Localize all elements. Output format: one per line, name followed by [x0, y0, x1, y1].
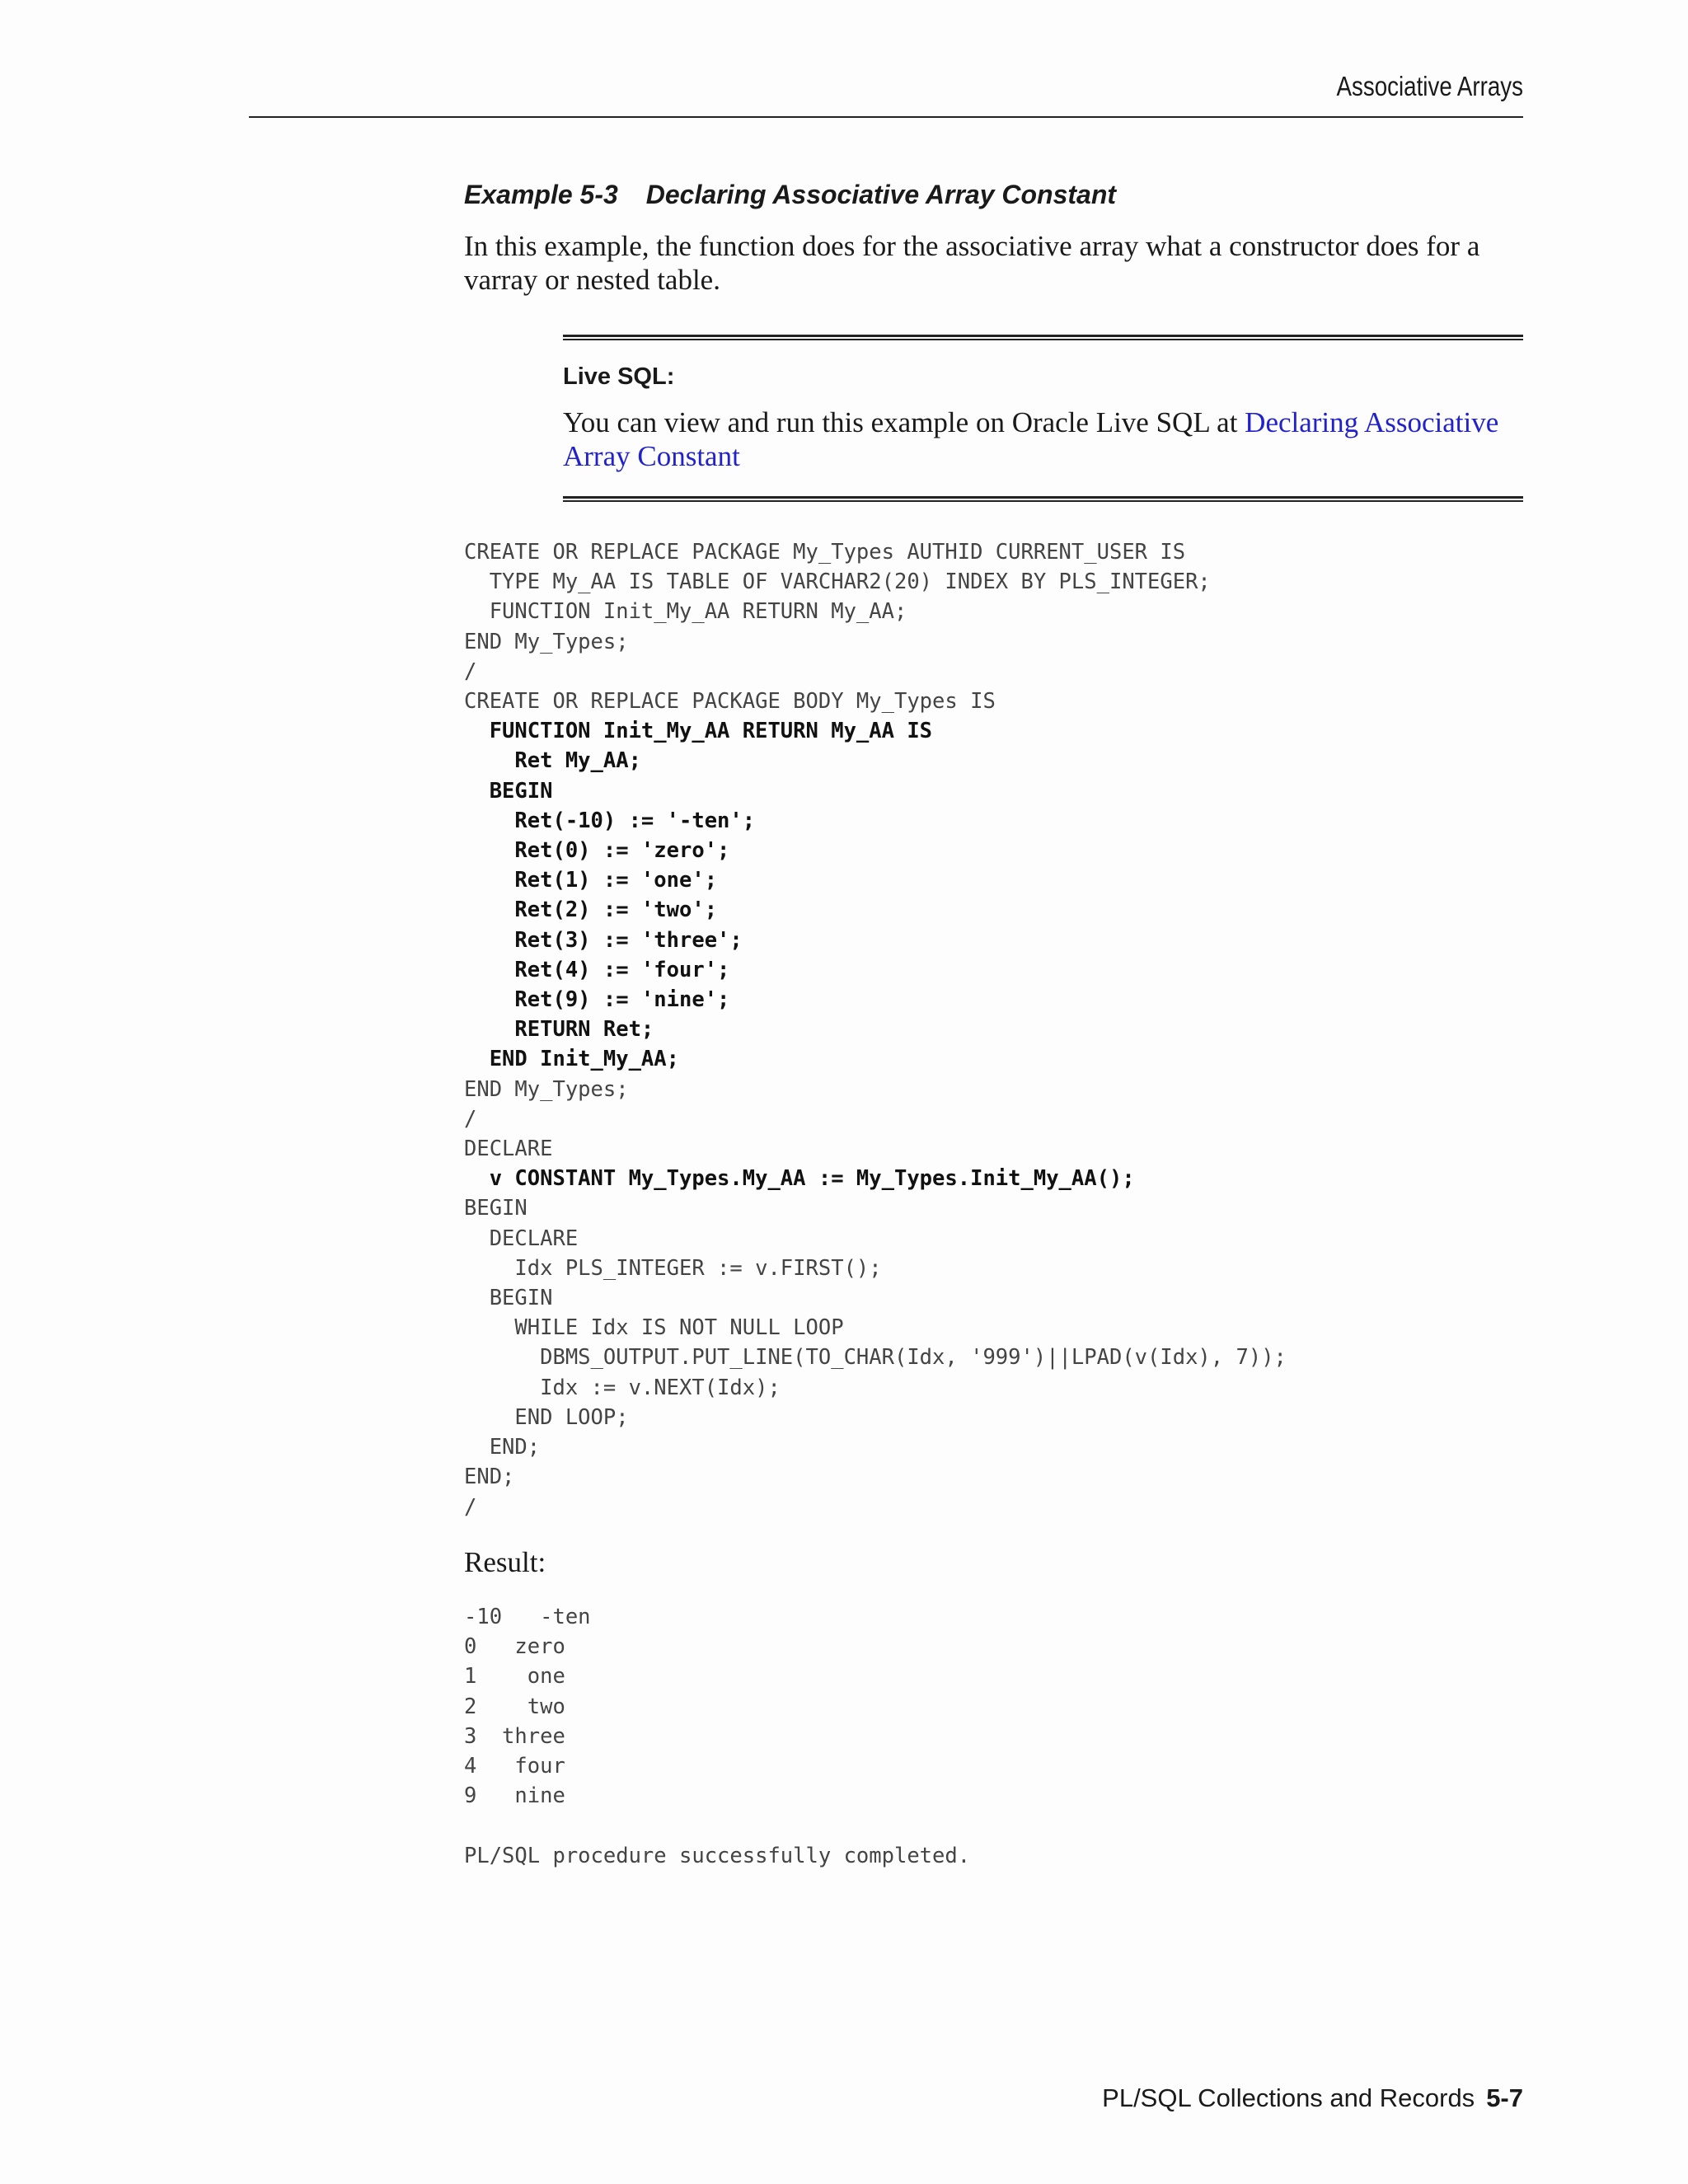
note-text	[563, 405, 1523, 473]
result-line: -10 -ten	[464, 1605, 591, 1629]
code-line: Ret(1) := 'one';	[464, 868, 718, 893]
code-line: CREATE OR REPLACE PACKAGE My_Types AUTHID CURRENT_USER IS	[464, 540, 1186, 565]
code-line: WHILE Idx IS NOT NULL LOOP	[464, 1315, 844, 1341]
code-line: FUNCTION Init_My_AA RETURN My_AA;	[464, 599, 907, 625]
code-line: DECLARE	[464, 1137, 553, 1162]
footer-chapter: PL/SQL Collections and Records	[1102, 2083, 1475, 2112]
result-line: 0 zero	[464, 1634, 565, 1660]
live-sql-note	[563, 335, 1523, 502]
code-line: Ret(-10) := '-ten';	[464, 808, 756, 833]
result-line: 9 nine	[464, 1783, 565, 1809]
code-line: END Init_My_AA;	[464, 1047, 679, 1072]
result-output	[464, 1602, 970, 1871]
page-number: 5-7	[1486, 2083, 1523, 2112]
note-bottom-rule	[563, 496, 1523, 502]
code-line: FUNCTION Init_My_AA RETURN My_AA IS	[464, 719, 933, 744]
result-line: 2 two	[464, 1694, 565, 1719]
note-top-rule	[563, 335, 1523, 340]
code-line: END;	[464, 1465, 515, 1490]
code-line: Ret(0) := 'zero';	[464, 838, 730, 864]
example-number: Example 5-3	[464, 180, 618, 209]
code-line: END My_Types;	[464, 1076, 629, 1102]
result-line: 3 three	[464, 1723, 565, 1749]
code-line: /	[464, 1106, 477, 1132]
code-line: Ret(2) := 'two';	[464, 898, 718, 923]
code-line: Ret(4) := 'four';	[464, 957, 730, 982]
note-heading: Live SQL:	[563, 363, 675, 390]
example-title	[464, 180, 1116, 210]
code-line: Ret My_AA;	[464, 748, 641, 774]
code-line: END LOOP;	[464, 1404, 629, 1430]
code-line: CREATE OR REPLACE PACKAGE BODY My_Types IS	[464, 689, 996, 715]
code-line: Idx := v.NEXT(Idx);	[464, 1375, 781, 1400]
running-header: Associative Arrays	[1336, 71, 1523, 101]
code-line: BEGIN	[464, 1196, 528, 1221]
code-block	[464, 537, 1287, 1522]
code-line: RETURN Ret;	[464, 1017, 654, 1043]
code-line: END My_Types;	[464, 629, 629, 654]
code-line: Ret(9) := 'nine';	[464, 987, 730, 1013]
code-line: v CONSTANT My_Types.My_AA := My_Types.Init_My_AA();	[464, 1166, 1135, 1192]
intro-paragraph: In this example, the function does for the associative array what a constructor does for a varray or nested table.	[464, 230, 1480, 296]
code-line: BEGIN	[464, 1286, 553, 1311]
result-line: 4 four	[464, 1754, 565, 1779]
header-rule	[249, 116, 1523, 118]
example-heading: Declaring Associative Array Constant	[645, 180, 1117, 209]
note-body: You can view and run this example on Oracle Live SQL at	[563, 406, 1245, 438]
page-footer	[1071, 2083, 1523, 2113]
result-line: 1 one	[464, 1664, 565, 1690]
code-line: BEGIN	[464, 778, 553, 804]
code-line: Idx PLS_INTEGER := v.FIRST();	[464, 1255, 882, 1281]
result-label: Result:	[464, 1546, 546, 1578]
code-line: TYPE My_AA IS TABLE OF VARCHAR2(20) INDEX BY PLS_INTEGER;	[464, 569, 1211, 595]
live-sql-link[interactable]: Declaring Associative Array Constant	[563, 406, 1499, 472]
code-line: DECLARE	[464, 1226, 579, 1251]
code-line: /	[464, 1494, 477, 1520]
result-line: PL/SQL procedure successfully completed.	[464, 1843, 971, 1868]
code-line: DBMS_OUTPUT.PUT_LINE(TO_CHAR(Idx, '999')||LPAD(v(Idx), 7));	[464, 1345, 1287, 1371]
code-line: END;	[464, 1435, 541, 1460]
code-line: Ret(3) := 'three';	[464, 927, 743, 953]
code-line: /	[464, 658, 477, 684]
